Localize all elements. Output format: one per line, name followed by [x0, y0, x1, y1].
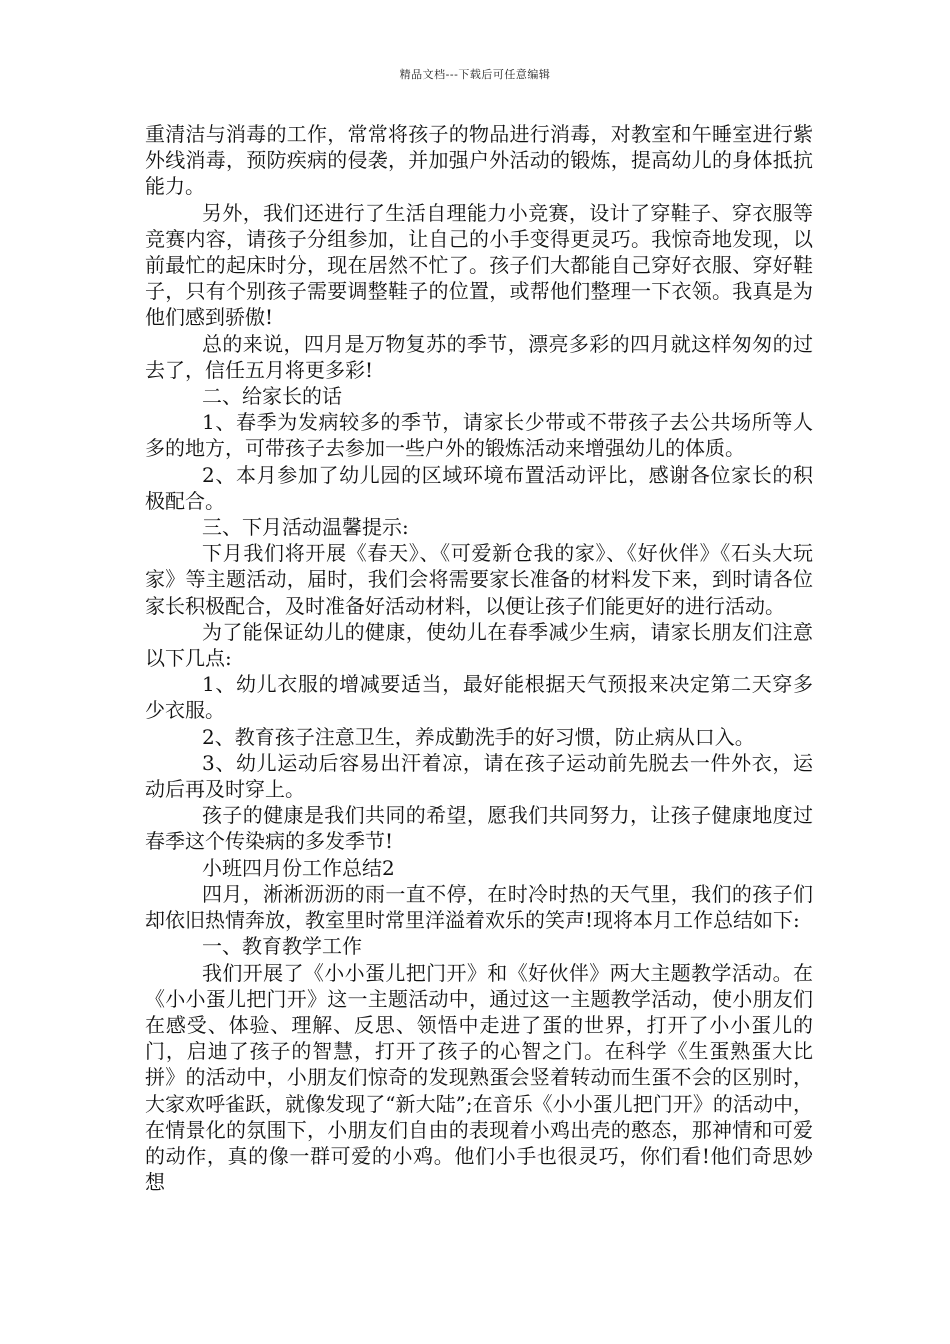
section-heading: 三、下月活动温馨提示: — [202, 515, 409, 540]
paragraph: 孩子的健康是我们共同的希望，愿我们共同努力，让孩子健康地度过春季这个传染病的多发季节! — [145, 803, 813, 854]
paragraph: 总的来说，四月是万物复苏的季节，漂亮多彩的四月就这样匆匆的过去了，信任五月将更多彩! — [145, 331, 813, 382]
list-item: 2、教育孩子注意卫生，养成勤洗手的好习惯，防止病从口入。 — [202, 724, 755, 749]
list-item: 1、幼儿衣服的增减要适当，最好能根据天气预报来决定第二天穿多少衣服。 — [145, 672, 813, 723]
document-body — [145, 121, 813, 1195]
paragraph: 2、本月参加了幼儿园的区域环境布置活动评比，感谢各位家长的积极配合。 — [145, 462, 813, 513]
paragraph: 1、春季为发病较多的季节，请家长少带或不带孩子去公共场所等人多的地方，可带孩子去参加一些户外的锻炼活动来增强幼儿的体质。 — [145, 410, 813, 461]
paragraph: 为了能保证幼儿的健康，使幼儿在春季减少生病，请家长朋友们注意以下几点: — [145, 619, 813, 671]
section-heading: 二、给家长的话 — [202, 384, 342, 409]
page-header: 精品文档---下载后可任意编辑 — [399, 68, 551, 81]
paragraph: 另外，我们还进行了生活自理能力小竞赛，设计了穿鞋子、穿衣服等竞赛内容，请孩子分组参加，让自己的小手变得更灵巧。我惊奇地发现，以前最忙的起床时分，现在居然不忙了。孩子们大都能自己穿好衣服、穿好鞋子，只有个别孩子需要调整鞋子的位置，或帮他们整理一下衣领。我真是为他们感到骄傲! — [145, 200, 813, 330]
list-item: 3、幼儿运动后容易出汗着凉，请在孩子运动前先脱去一件外衣，运动后再及时穿上。 — [145, 750, 813, 802]
section-heading: 一、教育教学工作 — [202, 934, 362, 959]
paragraph: 重清洁与消毒的工作，常常将孩子的物品进行消毒，对教室和午睡室进行紫外线消毒，预防疾病的侵袭，并加强户外活动的锻炼，提高幼儿的身体抵抗能力。 — [145, 122, 813, 199]
paragraph: 我们开展了《小小蛋儿把门开》和《好伙伴》两大主题教学活动。在《小小蛋儿把门开》这一主题活动中，通过这一主题教学活动，使小朋友们在感受、体验、理解、反思、领悟中走进了蛋的世界，打开了小小蛋儿的门，启迪了孩子的智慧，打开了孩子的心智之门。在科学《生蛋熟蛋大比拼》的活动中，小朋友们惊奇的发现熟蛋会竖着转动而生蛋不会的区别时，大家欢呼雀跃，就像发现了“新大陆”;在音乐《小小蛋儿把门开》的活动中，在情景化的氛围下，小朋友们自由的表现着小鸡出壳的憨态，那神情和可爱的动作，真的像一群可爱的小鸡。他们小手也很灵巧，你们看!他们奇思妙想 — [145, 960, 813, 1195]
paragraph: 四月，淅淅沥沥的雨一直不停，在时冷时热的天气里，我们的孩子们却依旧热情奔放，教室里时常里洋溢着欢乐的笑声!现将本月工作总结如下: — [145, 881, 813, 933]
document-title: 小班四月份工作总结2 — [202, 855, 395, 880]
paragraph: 下月我们将开展《春天》、《可爱新仓我的家》、《好伙伴》《石头大玩家》等主题活动，届时，我们会将需要家长准备的材料发下来，到时请各位家长积极配合，及时准备好活动材料，以便让孩子们能更好的进行活动。 — [145, 541, 813, 618]
